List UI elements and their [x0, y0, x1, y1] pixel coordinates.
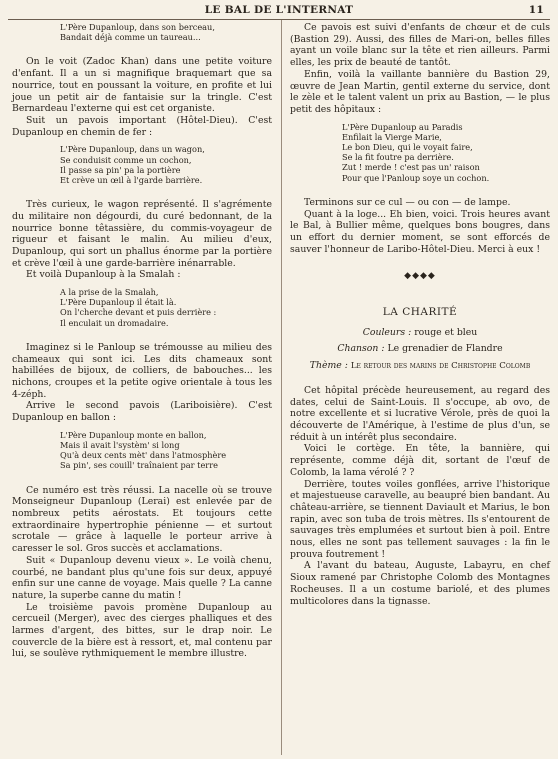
page-number: 11 — [528, 4, 544, 16]
left-column — [12, 22, 272, 660]
colors-value: rouge et bleu — [414, 326, 478, 338]
theme-line — [290, 360, 550, 373]
colors-label: Couleurs : — [362, 326, 412, 338]
verse: L'Père Dupanloup monte en ballon, Mais il avait l'systèm' si long Qu'à deux cents mèt' dans l'atmosphère Sa pin', ses couill' traînaient par terre — [60, 429, 227, 471]
song-value: Le grenadier de Flandre — [387, 343, 503, 355]
section-title: LA CHARITÉ — [382, 306, 458, 319]
column-divider — [281, 20, 282, 755]
theme-label: Thème : — [309, 360, 348, 372]
paragraph: Terminons sur ce cul — ou con — de lampe. — [304, 196, 511, 208]
verse: L'Père Dupanloup, dans son berceau, Bandait déjà comme un taureau... — [60, 22, 215, 43]
paragraph: Enfin, voilà la vaillante bannière du Bastion 29, œuvre de Jean Martin, gentil externe du service, dont le zèle et le talent valent un prix au Bastion, — le plus petit des hôpitaux : — [290, 68, 550, 115]
paragraph: Derrière, toutes voiles gonflées, arrive l'historique et majestueuse caravelle, au beaupré bien bandant. Au château-arrière, se tiennent Daviault et Marius, le bon rapin, avec son tuba de trois mètres. Ils s'entourent de sauvages très emplumées et surtout bien à poil. Entre nous, elles ne sont pas tellement sauvages : la fin le prouva foutrement ! — [290, 478, 550, 560]
paragraph: Arrive le second pavois (Lariboisière). C'est Dupanloup en ballon : — [12, 400, 272, 424]
paragraph: Voici le cortège. En tête, la bannière, qui représente, comme déjà dit, sortant de l'œuf de Colomb, la lama vérolé ? ? — [290, 443, 550, 478]
paragraph: Le troisième pavois promène Dupanloup au cercueil (Merger), avec des cierges phalliques et des larmes d'argent, des bittes, sur le drap noir. Le couvercle de la bière est à ressort, et, mal contenu par lui, se soulève rythmiquement le membre illustre. — [12, 601, 272, 660]
right-column — [290, 22, 550, 607]
colors-line — [290, 327, 550, 339]
verse: L'Père Dupanloup au Paradis Enfilait la Vierge Marie, Le bon Dieu, qui le voyait faire, Se la fit foutre pa derrière. Zut ! merde ! c'est pas un' raison Pour que l'Panloup soye un cochon. — [342, 121, 490, 183]
page-header — [14, 4, 544, 18]
paragraph: On le voit (Zadoc Khan) dans une petite voiture d'enfant. Il a un si magnifique braquemart que sa nourrice, tout en poussant la voiture, en profite et lui joue un petit air de fantaisie sur la tringle. C'est Bernardeau l'externe qui est cet organiste. — [12, 56, 272, 115]
running-title: LE BAL DE L'INTERNAT — [204, 4, 354, 16]
paragraph: Très curieux, le wagon représenté. Il s'agrémente du militaire non dégourdi, du curé bedonnant, de la nourrice bonne têtassière, du commis-voyageur de rigueur et faisant le malin. Au milieu d'eux, Dupanloup, qui sort un phallus énorme par la portière et crève l'œil à une garde-barrière inénarrable. — [12, 199, 272, 269]
paragraph: Suit un pavois important (Hôtel-Dieu). C'est Dupanloup en chemin de fer : — [12, 114, 272, 138]
section-ornament: ◆◆◆◆ — [404, 271, 436, 282]
paragraph: A l'avant du bateau, Auguste, Labayru, en chef Sioux ramené par Christophe Colomb des Montagnes Rocheuses. Il a un costume bariolé, et des plumes multicolores dans la tignasse. — [290, 560, 550, 607]
paragraph: Et voilà Dupanloup à la Smalah : — [26, 269, 181, 281]
song-label: Chanson : — [337, 343, 385, 355]
paragraph: Quant à la loge... Eh bien, voici. Trois heures avant le Bal, à Bullier même, quelques bons bougres, dans un effort du dernier moment, se sont efforcés de sauver l'honneur de Laribo-Hôtel-Dieu. Merci à eux ! — [290, 208, 550, 255]
song-line — [290, 343, 550, 355]
verse: L'Père Dupanloup, dans un wagon, Se conduisit comme un cochon, Il passe sa pin' pa la portière Et crève un œil à l'garde barrière. — [60, 144, 205, 185]
paragraph: Ce pavois est suivi d'enfants de chœur et de culs (Bastion 29). Aussi, des filles de Mari-on, belles filles ayant un voile blanc sur la tête et rien ailleurs. Parmi elles, les prix de beauté de tantôt. — [290, 22, 550, 69]
theme-value: Le retour des marins de Christophe Colomb — [350, 361, 531, 372]
paragraph: Ce numéro est très réussi. La nacelle où se trouve Monseigneur Dupanloup (Lerai) est enlevée par de nombreux petits aérostats. Et toujours cette extraordinaire hypertrophie pénienne — et surtout scrotale — grâce à laquelle le porteur arrive à caresser le sol. Gros succès et acclamations. — [12, 484, 272, 555]
verse: A la prise de la Smalah, L'Père Dupanloup il était là. On l'cherche devant et puis derrière : Il enculait un dromadaire. — [60, 287, 217, 328]
paragraph: Imaginez si le Panloup se trémousse au milieu des chameaux qui sont ici. Les dits chameaux sont habillées de bijoux, de colliers, de babouches... les nichons, croupes et la petite ogive orientale à tous les 4-zéph. — [12, 341, 272, 400]
paragraph: Suit « Dupanloup devenu vieux ». Le voilà chenu, courbé, ne bandant plus qu'une fois sur deux, appuyé enfin sur une canne de voyage. Mais quelle ? La canne nature, la superbe canne du matin ! — [12, 554, 272, 601]
header-rule — [8, 19, 550, 20]
paragraph: Cet hôpital précède heureusement, au regard des dates, celui de Saint-Louis. Il s'occupe, ab ovo, de notre excellente et si lucrative Vérole, près de quoi la découverte de l'Amérique, à l'estime de plus d'un, se réduit à un intérêt plus secondaire. — [290, 384, 550, 443]
